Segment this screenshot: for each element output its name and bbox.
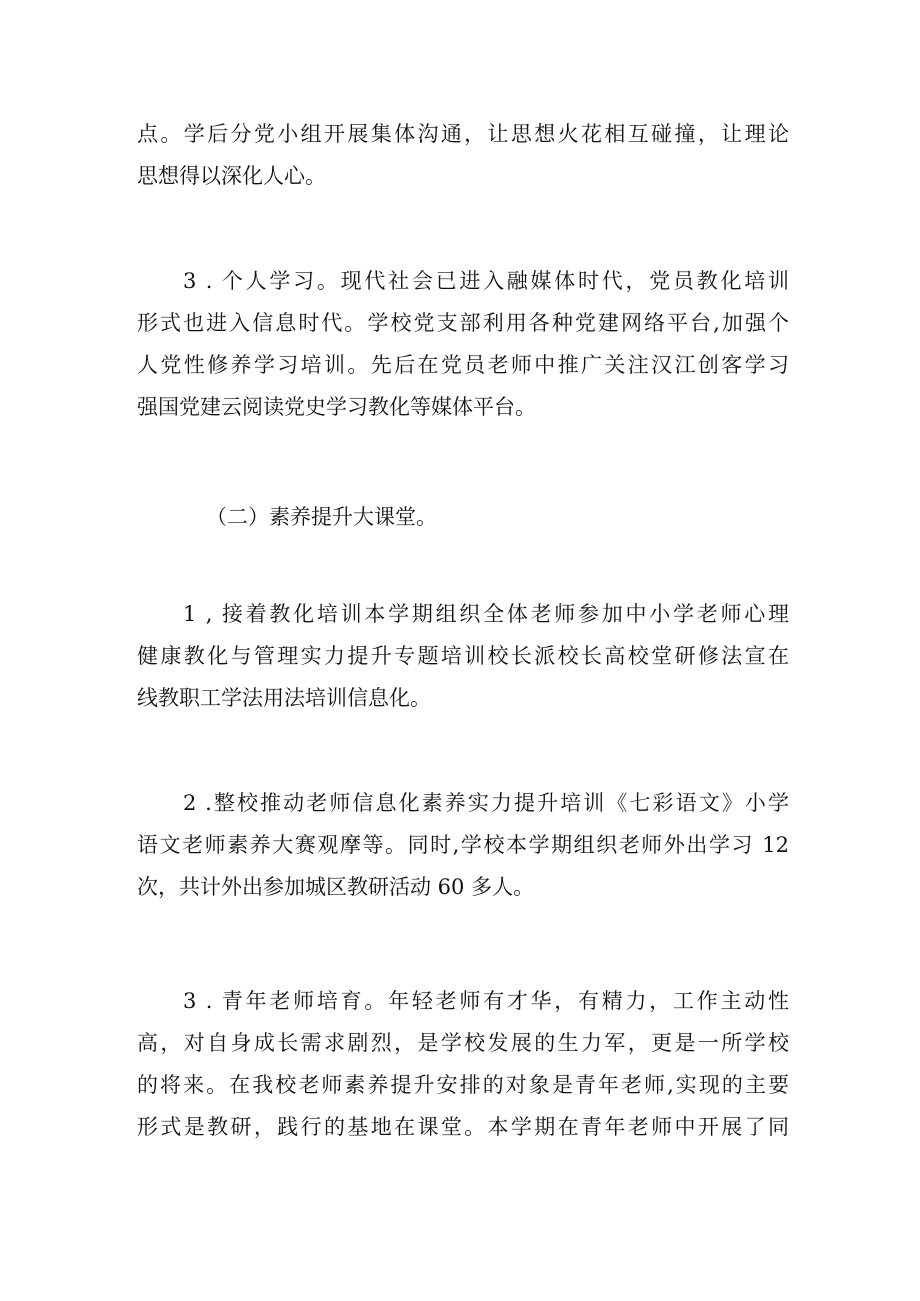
paragraph-continuing-training	[137, 593, 789, 719]
paragraph-line: 1 , 接着教化培训本学期组织全体老师参加中小学老师心理	[183, 602, 789, 626]
paragraph-line: 点。学后分党小组开展集体沟通，让思想火花相互碰撞，让理论	[137, 122, 789, 146]
section-heading: （二）素养提升大课堂。	[206, 505, 437, 529]
paragraph-line: 次，共计外出参加城区教研活动 60 多人。	[137, 875, 535, 899]
paragraph-line: 强国党建云阅读党史学习教化等媒体平台。	[137, 395, 536, 419]
paragraph-line: 3 . 青年老师培育。年轻老师有才华，有精力，工作主动性	[183, 989, 789, 1013]
paragraph-line: 形式是教研，践行的基地在课堂。本学期在青年老师中开展了同	[137, 1115, 789, 1139]
paragraph-line: 语文老师素养大赛观摩等。同时,学校本学期组织老师外出学习 12	[137, 833, 789, 857]
paragraph-personal-study	[137, 260, 789, 428]
paragraph-whole-school	[137, 782, 789, 908]
paragraph-line: 的将来。在我校老师素养提升安排的对象是青年老师,实现的主要	[137, 1073, 789, 1097]
paragraph-young-teachers	[137, 980, 789, 1148]
paragraph-line: 线教职工学法用法培训信息化。	[137, 686, 431, 710]
paragraph-line: 人党性修养学习培训。先后在党员老师中推广关注汉江创客学习	[137, 353, 789, 377]
paragraph-line: 健康教化与管理实力提升专题培训校长派校长高校堂研修法宣在	[137, 644, 789, 668]
paragraph-line: 形式也进入信息时代。学校党支部利用各种党建网络平台,加强个	[137, 311, 789, 335]
paragraph-line: 3 . 个人学习。现代社会已进入融媒体时代，党员教化培训	[183, 269, 789, 293]
paragraph-collective	[137, 113, 789, 197]
paragraph-line: 思想得以深化人心。	[137, 164, 326, 188]
paragraph-line: 2 .整校推动老师信息化素养实力提升培训《七彩语文》小学	[183, 791, 789, 815]
paragraph-line: 高，对自身成长需求剧烈，是学校发展的生力军，更是一所学校	[137, 1031, 789, 1055]
